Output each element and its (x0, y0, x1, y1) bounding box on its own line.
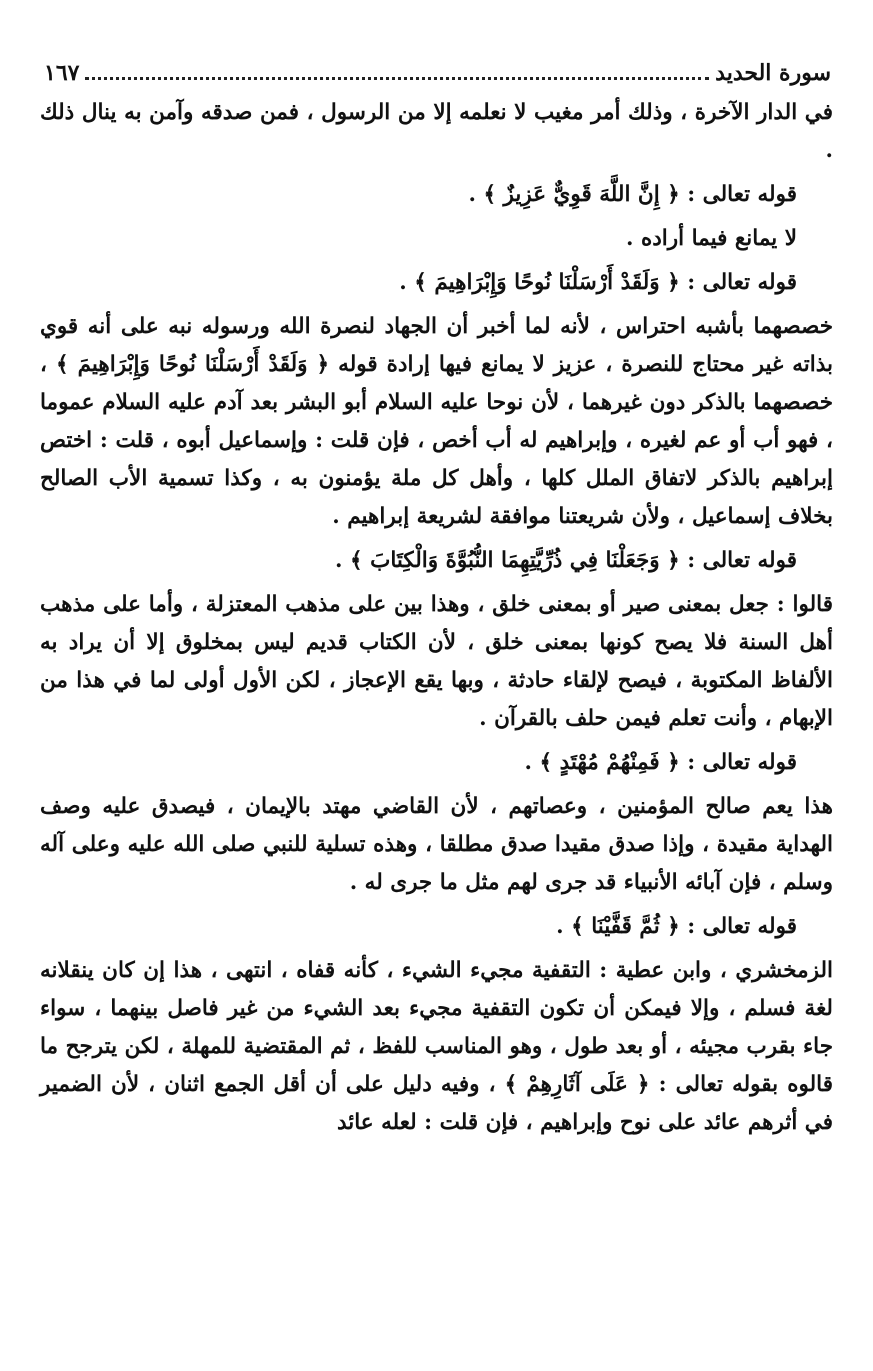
verse-lead: قوله تعالى : (679, 914, 797, 939)
verse-quote-2 (40, 264, 833, 302)
verse-lead: قوله تعالى : (679, 750, 797, 775)
paragraph-continuation: في الدار الآخرة ، وذلك أمر مغيب لا نعلمه إلا من الرسول ، فمن صدقه وآمن به ينال ذلك . (40, 100, 833, 163)
verse-tail: . (335, 548, 350, 573)
running-header (44, 58, 831, 88)
commentary-paragraph: الزمخشري ، وابن عطية : التقفية مجيء الشيء ، كأنه قفاه ، انتهى ، هذا إن كان ينقلانه لغة فسلم ، وإلا فيمكن أن تكون التقفية مجيء بعد الشيء من غير فاصل بينهما ، سواء جاء بقرب مجيئه ، أو بعد طول ، وهو المناسب للفظ ، ثم المقتضية للمهلة ، لكن يترجح ما قالوه بقوله تعالى : ﴿ عَلَى آثَارِهِمْ ﴾ ، وفيه دليل على أن أقل الجمع اثنان ، لأن الضمير في أثرهم عائد على نوح وإبراهيم ، فإن قلت : لعله عائد (40, 958, 833, 1135)
quranic-verse: ﴿ وَلَقَدْ أَرْسَلْنَا نُوحًا وَإِبْرَاهِيمَ ﴾ (414, 270, 680, 295)
verse-lead: قوله تعالى : (679, 548, 797, 573)
verse-lead: قوله تعالى : (679, 182, 797, 207)
header-dotted-leader (85, 77, 709, 80)
verse-lead: قوله تعالى : (679, 270, 797, 295)
verse-quote-4 (40, 744, 833, 782)
commentary-paragraph: خصصهما بأشبه احتراس ، لأنه لما أخبر أن الجهاد لنصرة الله ورسوله نبه على أنه قوي بذاته غير محتاج للنصرة ، عزيز لا يمانع فيها إرادة قوله ﴿ وَلَقَدْ أَرْسَلْنَا نُوحًا وَإِبْرَاهِيمَ ﴾ ، خصصهما بالذكر دون غيرهما ، لأن نوحا عليه السلام أبو البشر بعد آدم عليه السلام عموما ، فهو أب أو عم لغيره ، وإبراهيم له أب أخص ، فإن قلت : وإسماعيل أبوه ، قلت : اختص إبراهيم بالذكر لاتفاق الملل كلها ، وأهل كل ملة يؤمنون به ، وكذا تسمية الأب الصالح بخلاف إسماعيل ، ولأن شريعتنا موافقة لشريعة إبراهيم . (40, 314, 833, 529)
verse-tail: . (524, 750, 540, 775)
commentary-paragraph: قالوا : جعل بمعنى صير أو بمعنى خلق ، وهذا بين على مذهب المعتزلة ، وأما على مذهب أهل السنة فلا يصح كونها بمعنى خلق ، لأن الكتاب قديم ليس بمخلوق إلا أن يراد به الألفاظ المكتوبة ، فيصح لإلقاء حادثة ، وبها يقع الإعجاز ، لكن الأول أولى لما في هذا من الإبهام ، وأنت تعلم فيمن حلف بالقرآن . (40, 592, 833, 731)
commentary-paragraph: هذا يعم صالح المؤمنين ، وعصاتهم ، لأن القاضي مهتد بالإيمان ، فيصدق عليه وصف الهداية مقيدة ، وإذا صدق مقيدا صدق مطلقا ، وهذه تسلية للنبي صلى الله عليه وعلى آله وسلم ، فإن آبائه الأنبياء قد جرى لهم مثل ما جرى له . (40, 794, 833, 895)
quranic-verse: ﴿ وَجَعَلْنَا فِي ذُرِّيَّتِهِمَا النُّبُوَّةَ وَالْكِتَابَ ﴾ (350, 548, 680, 573)
verse-quote-1 (40, 176, 833, 214)
verse-quote-3 (40, 542, 833, 580)
commentary-short: لا يمانع فيما أراده . (626, 226, 797, 251)
verse-tail: . (399, 270, 415, 295)
quranic-verse: ﴿ فَمِنْهُمْ مُهْتَدٍ ﴾ (539, 750, 680, 775)
verse-tail: . (468, 182, 484, 207)
quranic-verse: ﴿ إِنَّ اللَّهَ قَوِيٌّ عَزِيزٌ ﴾ (483, 182, 680, 207)
page-number: ١٦٧ (44, 60, 80, 86)
quranic-verse: ﴿ ثُمَّ قَفَّيْنَا ﴾ (571, 914, 680, 939)
verse-tail: . (556, 914, 572, 939)
surah-title: سورة الحديد (715, 60, 831, 86)
verse-quote-5 (40, 908, 833, 946)
